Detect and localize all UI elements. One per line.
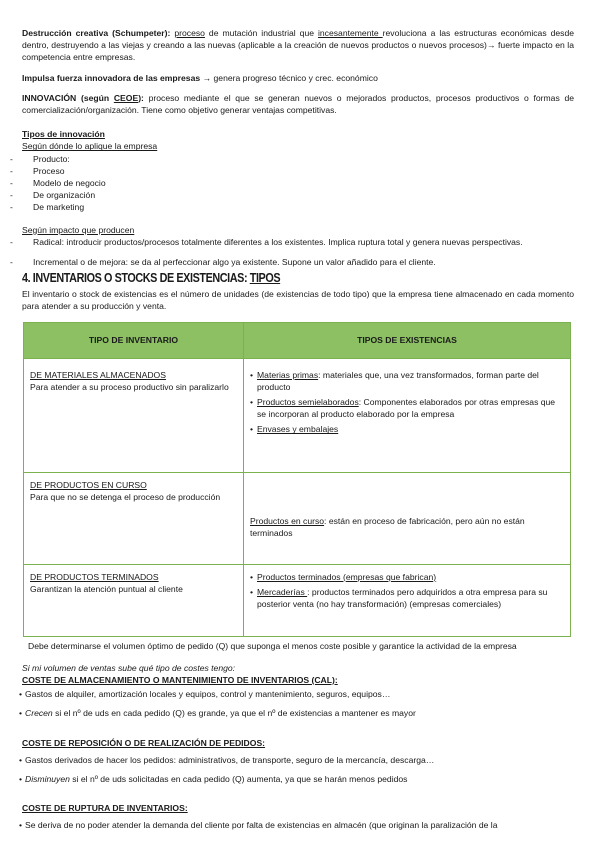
table-cell [244, 472, 571, 564]
innovacion-text: proceso mediante el que se generan nuevos o mejorados productos, procesos productivos o formas de comercialización/organización. Tiene como objetivo generar ventajas competitivas. [22, 92, 575, 116]
cost-almacenamiento-b1: • Gastos de alquiler, amortización locales y equipos, control y mantenimiento, seguros, equipos… [19, 688, 574, 700]
cost-reposicion-b2: • Disminuyen si el nº de uds solicitadas en cada pedido (Q) aumenta, ya que se harán menos pedidos [19, 773, 574, 785]
innovacion-ceoe: CEOE [113, 92, 139, 103]
row-desc: Para que no se detenga el proceso de producción [30, 491, 221, 502]
table-header-tipo-inventario: TIPO DE INVENTARIO [24, 322, 244, 358]
row-title: DE MATERIALES ALMACENADOS [30, 369, 166, 380]
bullet-item: • Materias primas: materiales que, una vez transformados, forman parte del producto [250, 369, 564, 393]
list-item: - De organización [10, 190, 96, 201]
cost-reposicion-title: COSTE DE REPOSICIÓN O DE REALIZACIÓN DE PEDIDOS: [22, 737, 266, 748]
row-desc: Garantizan la atención puntual al cliente [30, 583, 183, 594]
tipos-list-donde [10, 153, 574, 214]
row-title: DE PRODUCTOS TERMINADOS [30, 571, 159, 582]
after-table-note: Debe determinarse el volumen óptimo de pedido (Q) que suponga el menos coste posible y garantice la actividad de la empresa [28, 640, 517, 651]
table-cell [24, 564, 244, 636]
bullet-item: • Productos terminados (empresas que fabrican) [250, 571, 564, 583]
cost-almacenamiento-title: COSTE DE ALMACENAMIENTO O MANTENIMIENTO DE INVENTARIOS (CAL): [22, 674, 338, 685]
tipos-list-impacto [10, 236, 574, 268]
destruccion-text-a: de mutación industrial que [204, 28, 318, 38]
row-desc: Para atender a su proceso productivo sin paralizarlo [30, 381, 229, 392]
impulsa-paragraph [22, 72, 574, 84]
table-header-tipos-existencias: TIPOS DE EXISTENCIAS [244, 322, 571, 358]
row-title: DE PRODUCTOS EN CURSO [30, 479, 147, 490]
table-cell [24, 358, 244, 472]
innovacion-term-text: INNOVACIÓN (según [22, 92, 114, 103]
table-row [24, 358, 571, 472]
tipos-innovacion-title: Tipos de innovación [22, 129, 105, 140]
table-row [24, 472, 571, 564]
destruccion-word-proceso: proceso [174, 28, 205, 38]
list-item: - Producto: [10, 153, 70, 164]
section-4-heading-text: 4. INVENTARIOS O STOCKS DE EXISTENCIAS: [22, 270, 250, 286]
table-cell [24, 472, 244, 564]
destruccion-term: Destrucción creativa (Schumpeter): [22, 28, 171, 38]
impulsa-text: → genera progreso técnico y crec. económico [200, 72, 378, 83]
destruccion-paragraph [22, 27, 574, 64]
bullet-item: • Envases y embalajes [250, 423, 564, 435]
list-item-radical: - Radical: introducir productos/procesos totalmente diferentes a los existentes. Implica ruptura total y genera nuevas perspectivas. [10, 236, 523, 247]
list-item: - De marketing [10, 202, 85, 213]
tipos-sub-donde: Según dónde lo aplique la empresa [22, 141, 158, 152]
cost-ruptura-title: COSTE DE RUPTURA DE INVENTARIOS: [22, 803, 188, 814]
list-item-incremental: - Incremental o de mejora: se da al perfeccionar algo ya existente. Supone un valor añadido para el cliente. [10, 257, 436, 268]
productos-en-curso-text: Productos en curso: están en proceso de fabricación, pero aún no están terminados [250, 515, 525, 538]
table-cell [244, 358, 571, 472]
section-4-intro: El inventario o stock de existencias es el número de unidades (de existencias de todo tipo) que la empresa tiene almacenado en cada momento para atender a su producción y venta. [22, 289, 574, 312]
table-header-row [24, 322, 571, 358]
innovacion-term [22, 93, 144, 103]
destruccion-word-incesantemente: incesantemente [317, 28, 383, 38]
cost-ruptura-b1: • Se deriva de no poder atender la demanda del cliente por falta de existencias en almacén (que originan la paralización de la [19, 819, 574, 831]
table-cell [244, 564, 571, 636]
innovacion-paragraph [22, 92, 574, 116]
impulsa-term: Impulsa fuerza innovadora de las empresas [22, 72, 201, 83]
bullet-item: • Productos semielaborados: Componentes elaborados por otras empresas que se incorporan al producto elaborado por la empresa [250, 396, 564, 420]
cost-reposicion-b1: • Gastos derivados de hacer los pedidos: administrativos, de transporte, seguro de la mercancía, descarga… [19, 754, 574, 766]
section-4-heading-tipos: TIPOS [249, 270, 281, 286]
innovacion-close: ): [138, 92, 144, 103]
cost-almacenamiento-b2: • Crecen si el nº de uds en cada pedido (Q) es grande, ya que el nº de existencias a mantener es mayor [19, 707, 574, 719]
list-item: - Modelo de negocio [10, 178, 106, 189]
list-item: - Proceso [10, 165, 65, 176]
table-row [24, 564, 571, 636]
section-4-heading [22, 270, 475, 286]
destruccion-text-b: revoluciona a las estructuras económicas desde dentro, destruyendo a las viejas y creando a las nuevas (aplicable a la creación de nuevos productos o nuevos procesos)→ fuerte impacto en la competencia entre empresas. [22, 28, 575, 63]
tipos-sub-impacto: Según impacto que producen [22, 224, 135, 235]
costs-intro: Si mi volumen de ventas sube qué tipo de costes tengo: [22, 662, 236, 673]
bullet-item: • Mercaderías : productos terminados pero adquiridos a otra empresa para su posterior venta (no hay transformación) (empresas comerciales) [250, 586, 564, 610]
inventory-table [23, 322, 571, 637]
